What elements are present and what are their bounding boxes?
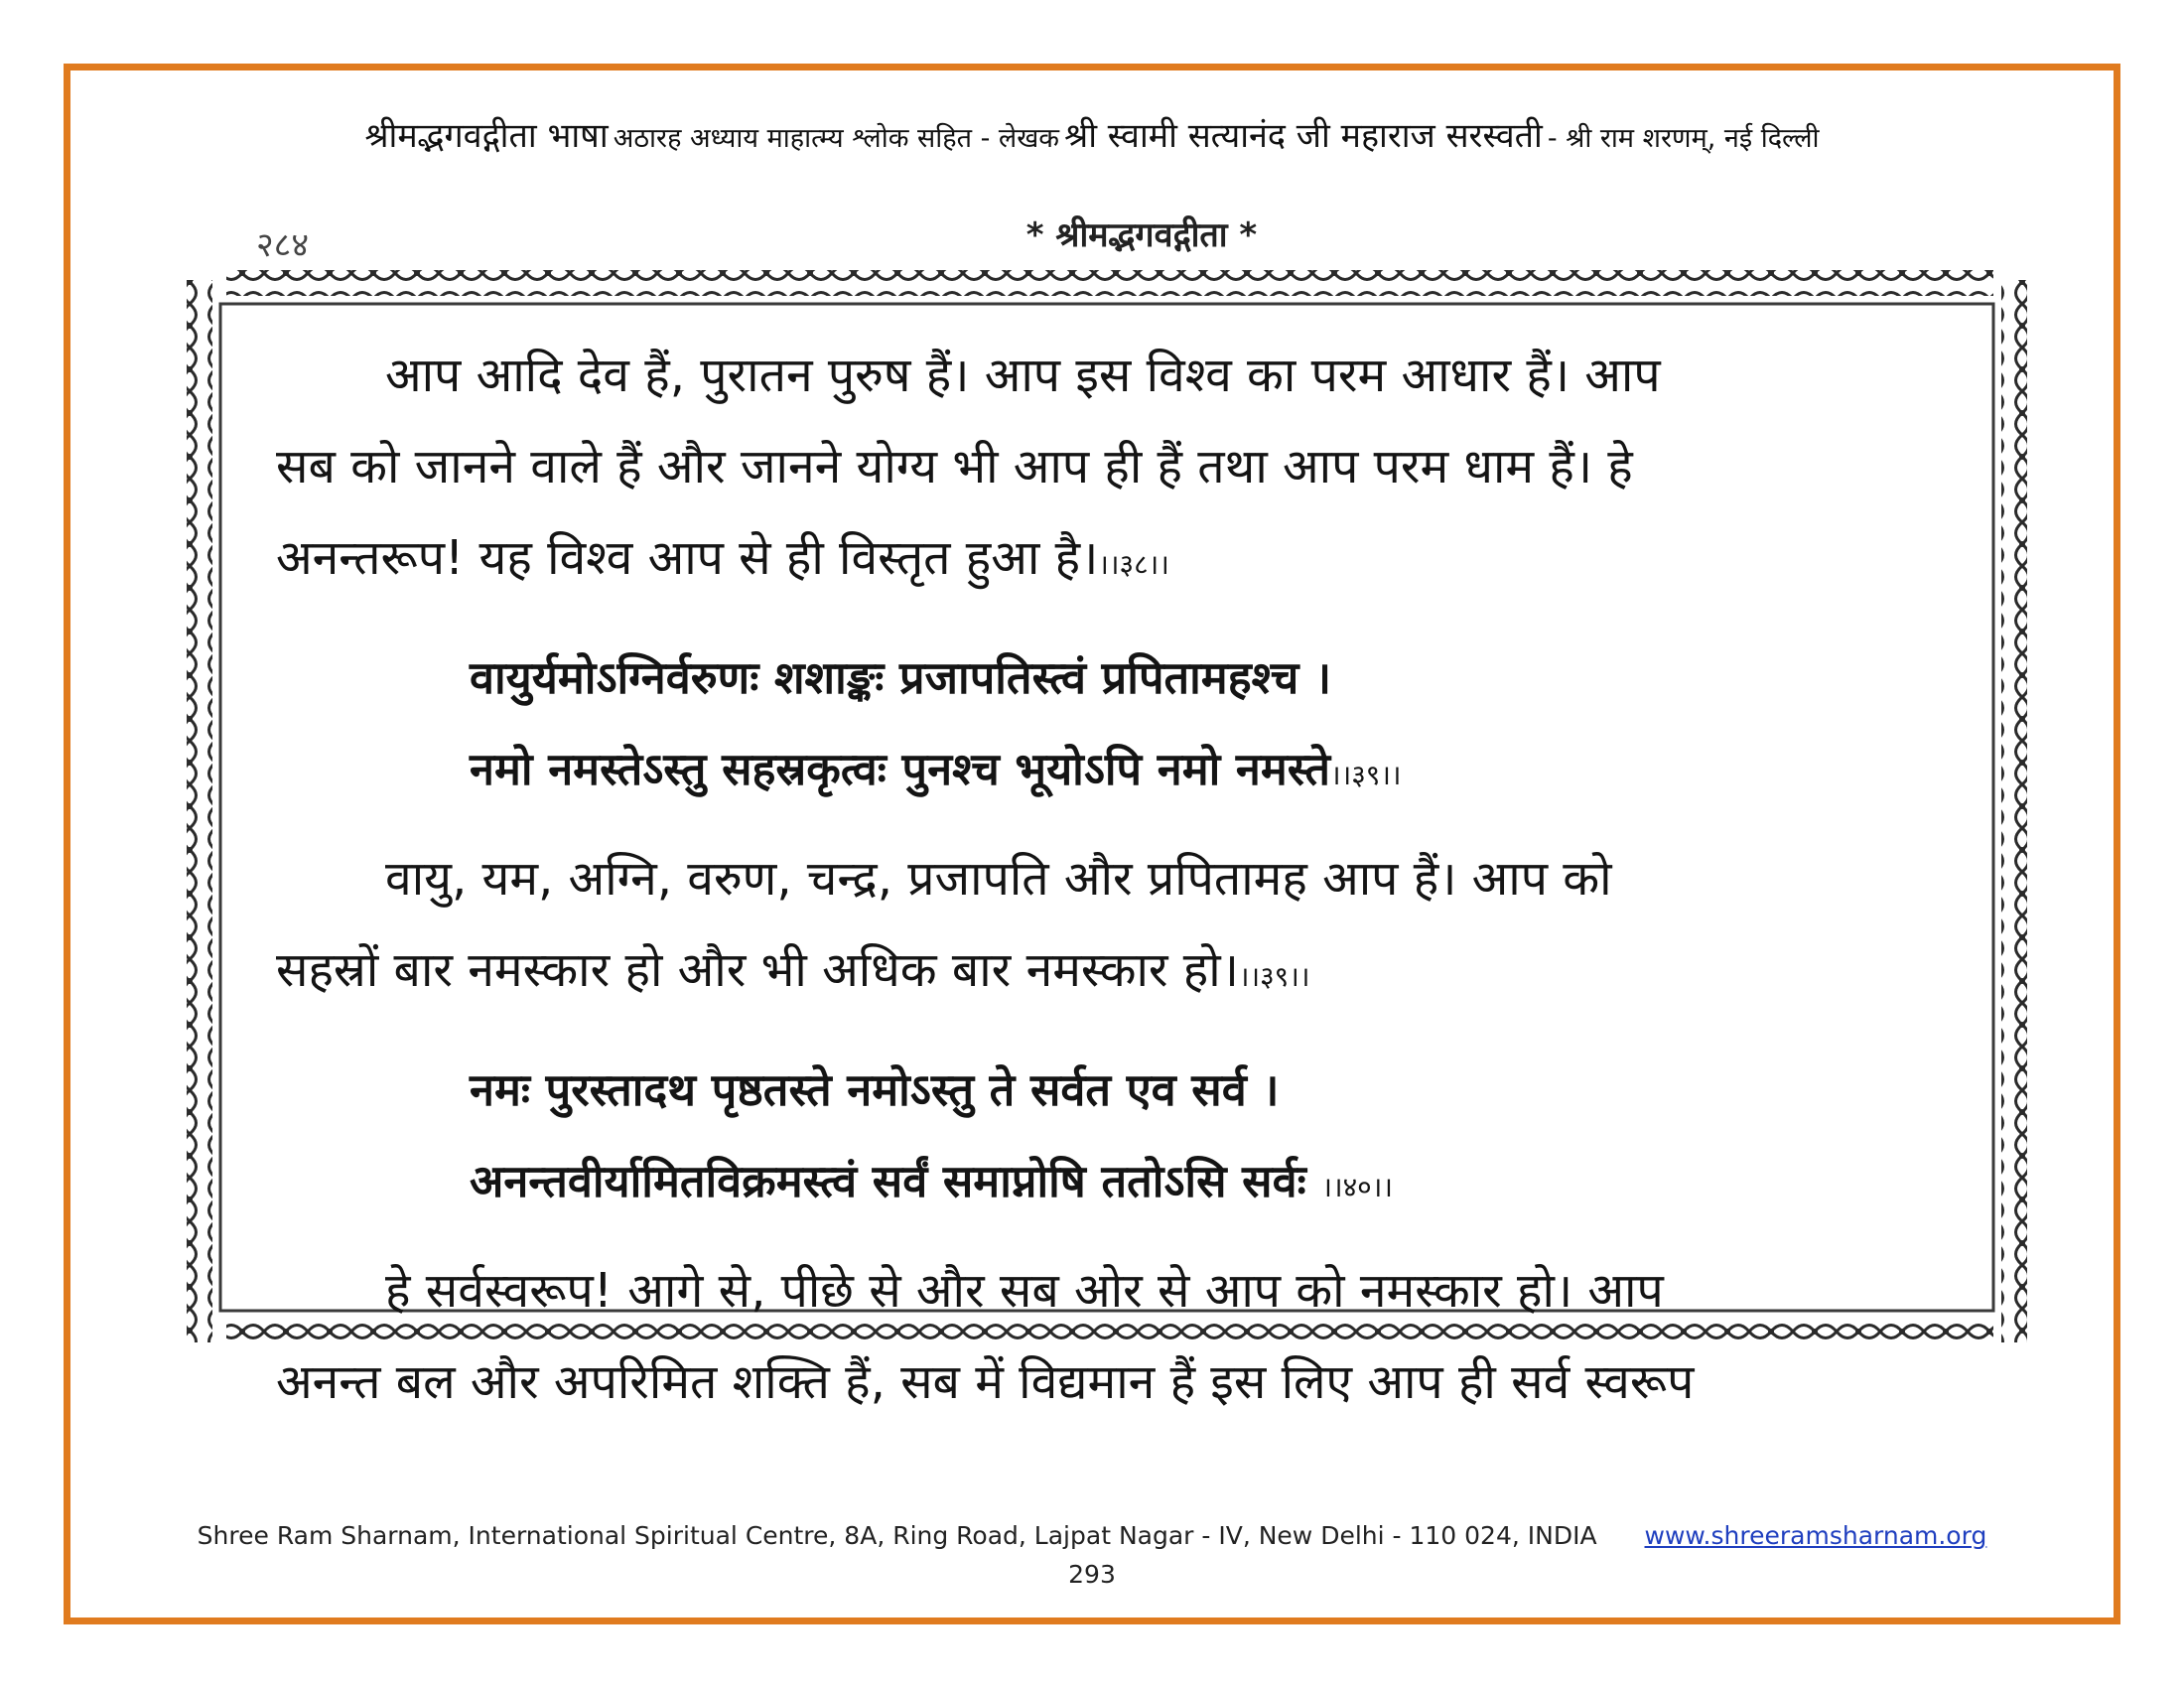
sanskrit-verse-40 <box>276 1045 1944 1233</box>
verse-line-text: नमो नमस्तेऽस्तु सहस्रकृत्वः पुनश्च भूयोऽपि नमो नमस्ते <box>470 743 1330 795</box>
scan-page-number: २८४ <box>256 225 310 265</box>
prose-line: अनन्त बल और अपरिमित शक्ति हैं, सब में विद्यमान हैं इस लिए आप ही सर्व स्वरूप <box>276 1354 1695 1410</box>
footer-address: Shree Ram Sharnam, International Spiritual Centre, 8A, Ring Road, Lajpat Nagar - IV, New Delhi - 110 024, INDIA <box>197 1521 1597 1550</box>
header-publisher: - श्री राम शरणम्, नई दिल्ली <box>1547 123 1820 154</box>
prose-line: आप आदि देव हैं, पुरातन पुरुष हैं। आप इस विश्व का परम आधार हैं। आप <box>385 348 1661 403</box>
page-footer <box>64 1521 2120 1589</box>
verse-line: वायुर्यमोऽग्निर्वरुणः शशाङ्कः प्रजापतिस्त्वं प्रपितामहश्च । <box>470 651 1332 704</box>
translation-38 <box>276 330 1944 611</box>
document-header <box>119 111 2065 157</box>
prose-line: सब को जानने वाले हैं और जानने योग्य भी आप ही हैं तथा आप परम धाम हैं। हे <box>276 439 1633 494</box>
header-author: श्री स्वामी सत्यानंद जी महाराज सरस्वती <box>1064 116 1543 156</box>
prose-line <box>276 924 1944 1023</box>
translation-40 <box>276 1245 1944 1428</box>
verse-number: ।।३९।। <box>1329 759 1402 791</box>
verse-number: ।।३८।। <box>1098 548 1169 581</box>
website-link[interactable]: www.shreeramsharnam.org <box>1644 1521 1987 1550</box>
verse-line <box>276 724 1944 821</box>
header-title: श्रीमद्भगवद्गीता भाषा <box>364 116 609 156</box>
prose-line: वायु, यम, अग्नि, वरुण, चन्द्र, प्रजापति और प्रपितामह आप हैं। आप को <box>385 851 1612 907</box>
scripture-text <box>276 330 1944 1428</box>
prose-line-text: अनन्तरूप! यह विश्व आप से ही विस्तृत हुआ है। <box>276 530 1099 586</box>
scanned-page <box>177 260 2033 1410</box>
verse-line: नमः पुरस्तादथ पृष्ठतस्ते नमोऽस्तु ते सर्वत एव सर्व । <box>470 1063 1280 1116</box>
verse-line <box>276 1136 1944 1233</box>
verse-line-text: अनन्तवीर्यामितविक्रमस्त्वं सर्वं समाप्नोषि ततोऽसि सर्वः <box>470 1155 1306 1207</box>
footer-address-line <box>64 1521 2120 1550</box>
verse-number: ।।४०।। <box>1321 1171 1393 1203</box>
scan-running-title: * श्रीमद्भगवद्गीता * <box>1025 215 1258 255</box>
header-subtitle: अठारह अध्याय माहात्म्य श्लोक सहित - लेखक <box>613 123 1060 154</box>
sanskrit-verse-39 <box>276 633 1944 821</box>
prose-line-text: सहस्रों बार नमस्कार हो और भी अधिक बार नमस्कार हो। <box>276 942 1239 998</box>
prose-line: हे सर्वस्वरूप! आगे से, पीछे से और सब ओर से आप को नमस्कार हो। आप <box>385 1263 1664 1319</box>
footer-page-number: 293 <box>1068 1560 1116 1589</box>
translation-39 <box>276 833 1944 1023</box>
prose-line <box>276 512 1944 611</box>
verse-number: ।।३९।। <box>1238 960 1310 993</box>
